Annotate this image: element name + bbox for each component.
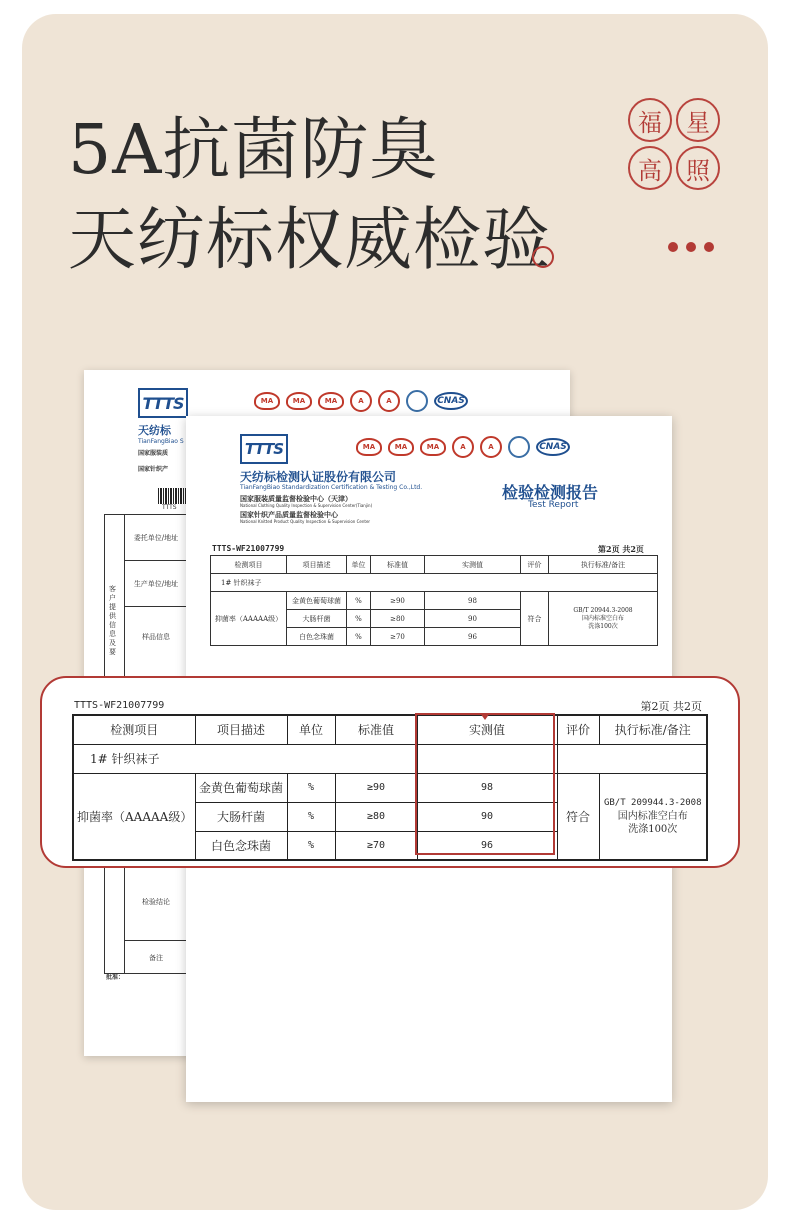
mini-unit: % <box>347 628 371 646</box>
back-company-en: TianFangBiao S <box>138 438 184 445</box>
center-1-name: 国家服装质量监督检验中心（天津） <box>240 495 352 503</box>
sample-row: 1# 针织袜子 <box>73 744 417 773</box>
unit: % <box>287 773 335 802</box>
company-name-en: TianFangBiao Standardization Certification & Testing Co.,Ltd. <box>240 484 423 491</box>
mini-unit: % <box>347 592 371 610</box>
report-title-en: Test Report <box>528 500 579 510</box>
measured-value: 98 <box>417 773 557 802</box>
mini-header: 执行标准/备注 <box>549 556 658 574</box>
back-center-1: 国家服装质 <box>138 450 169 457</box>
standard-value: ≥90 <box>335 773 417 802</box>
mini-item: 抑菌率（AAAAA级） <box>211 592 287 646</box>
mini-measured: 98 <box>425 592 521 610</box>
mini-report-page: 第2页 共2页 <box>598 544 644 554</box>
mini-report-code: TTTS-WF21007799 <box>212 544 285 553</box>
mini-result-table <box>210 555 658 646</box>
mini-header: 单位 <box>347 556 371 574</box>
header-standard: 标准值 <box>335 715 417 744</box>
mini-desc: 大肠杆菌 <box>287 610 347 628</box>
header-unit: 单位 <box>287 715 335 744</box>
mini-header: 标准值 <box>371 556 425 574</box>
sample-row-blank <box>557 744 707 773</box>
mini-measured: 96 <box>425 628 521 646</box>
front-accreditation-marks <box>356 436 570 458</box>
mini-remark-line2: 国内标准空白布 <box>581 614 624 622</box>
header-description: 项目描述 <box>195 715 287 744</box>
headline-line-2: 天纺标权威检验 <box>68 201 552 280</box>
mini-header: 评价 <box>521 556 549 574</box>
mini-standard: ≥90 <box>371 592 425 610</box>
ilac-globe-icon <box>508 436 530 458</box>
center-2-en: National Knitted Product Quality Inspection & Supervision Center <box>240 519 371 524</box>
company-name: 天纺标检测认证股份有限公司 <box>240 470 397 484</box>
description: 金黄色葡萄球菌 <box>195 773 287 802</box>
mini-standard: ≥70 <box>371 628 425 646</box>
remark <box>599 773 707 860</box>
mini-remark-line3: 洗涤100次 <box>588 622 618 630</box>
description: 白色念珠菌 <box>195 831 287 860</box>
ellipsis-dots-icon <box>668 242 714 252</box>
seal-zhao: 照 <box>676 146 720 190</box>
cma-mark-icon: MA <box>318 392 344 410</box>
mini-header: 实测值 <box>425 556 521 574</box>
mini-header: 项目描述 <box>287 556 347 574</box>
result-table <box>72 714 708 861</box>
ttts-logo-icon: TTTS <box>240 434 288 464</box>
cnas-mark-icon: CNAS <box>434 392 468 410</box>
header-evaluation: 评价 <box>557 715 599 744</box>
standard-value: ≥70 <box>335 831 417 860</box>
test-item: 抑菌率（AAAAA级） <box>73 773 195 860</box>
back-form-row: 生产单位/地址 <box>125 561 187 607</box>
unit: % <box>287 802 335 831</box>
back-form-row: 样品信息 <box>142 633 170 641</box>
zoomed-result-callout <box>40 676 740 868</box>
mini-evaluation: 符合 <box>521 592 549 646</box>
center-2-name: 国家针织产品质量监督检验中心 <box>240 511 338 519</box>
cma-mark-icon: MA <box>420 438 446 456</box>
standard-value: ≥80 <box>335 802 417 831</box>
back-form-side-label: 客户提供信息及要 <box>109 585 116 656</box>
cal-mark-icon: A <box>378 390 400 412</box>
unit: % <box>287 831 335 860</box>
back-center-2: 国家针织产 <box>138 466 169 473</box>
highlight-pointer-icon <box>480 713 490 720</box>
remark-line3: 洗涤100次 <box>628 823 678 835</box>
cnas-mark-icon: CNAS <box>536 438 570 456</box>
mini-unit: % <box>347 610 371 628</box>
back-approve-label: 批准： <box>106 974 125 981</box>
back-accreditation-marks <box>254 390 468 412</box>
measured-value: 96 <box>417 831 557 860</box>
ring-ornament-icon <box>532 246 554 268</box>
product-card <box>22 14 768 1210</box>
evaluation: 符合 <box>557 773 599 860</box>
mini-remark <box>549 592 658 646</box>
mini-measured: 90 <box>425 610 521 628</box>
ilac-globe-icon <box>406 390 428 412</box>
back-form-row: 备注 <box>149 954 163 962</box>
seal-xing: 星 <box>676 98 720 142</box>
cma-mark-icon: MA <box>388 438 414 456</box>
mini-remark-code: GB/T 20944.3-2008 <box>573 606 633 614</box>
report-title: 检验检测报告 <box>502 483 599 502</box>
barcode-text: TTTS <box>162 504 177 511</box>
seal-fu: 福 <box>628 98 672 142</box>
measured-column-highlight <box>415 713 555 855</box>
description: 大肠杆菌 <box>195 802 287 831</box>
report-code: TTTS-WF21007799 <box>74 700 165 711</box>
remark-code: GB/T 209944.3-2008 <box>603 797 702 808</box>
measured-value: 90 <box>417 802 557 831</box>
back-company-name: 天纺标 <box>138 424 171 437</box>
cal-mark-icon: A <box>452 436 474 458</box>
cma-mark-icon: MA <box>254 392 280 410</box>
mini-sample-row: 1# 针织袜子 <box>211 574 658 592</box>
ttts-logo-icon: TTTS <box>138 388 188 418</box>
mini-standard: ≥80 <box>371 610 425 628</box>
seal-gao: 高 <box>628 146 672 190</box>
remark-line2: 国内标准空白布 <box>617 810 688 822</box>
report-page: 第2页 共2页 <box>640 700 702 713</box>
center-1-en: National Clothing Quality Inspection & Supervision Center(Tianjin) <box>240 503 373 508</box>
mini-desc: 金黄色葡萄球菌 <box>287 592 347 610</box>
back-form-row: 委托单位/地址 <box>125 515 187 561</box>
header-remark: 执行标准/备注 <box>599 715 707 744</box>
header-measured: 实测值 <box>417 715 557 744</box>
cma-mark-icon: MA <box>286 392 312 410</box>
cal-mark-icon: A <box>480 436 502 458</box>
cal-mark-icon: A <box>350 390 372 412</box>
headline-line-1: 5A抗菌防臭 <box>68 111 439 190</box>
mini-header: 检测项目 <box>211 556 287 574</box>
mini-desc: 白色念珠菌 <box>287 628 347 646</box>
back-form-row: 检验结论 <box>125 863 187 941</box>
cma-mark-icon: MA <box>356 438 382 456</box>
header-test-item: 检测项目 <box>73 715 195 744</box>
barcode-icon <box>158 488 188 504</box>
